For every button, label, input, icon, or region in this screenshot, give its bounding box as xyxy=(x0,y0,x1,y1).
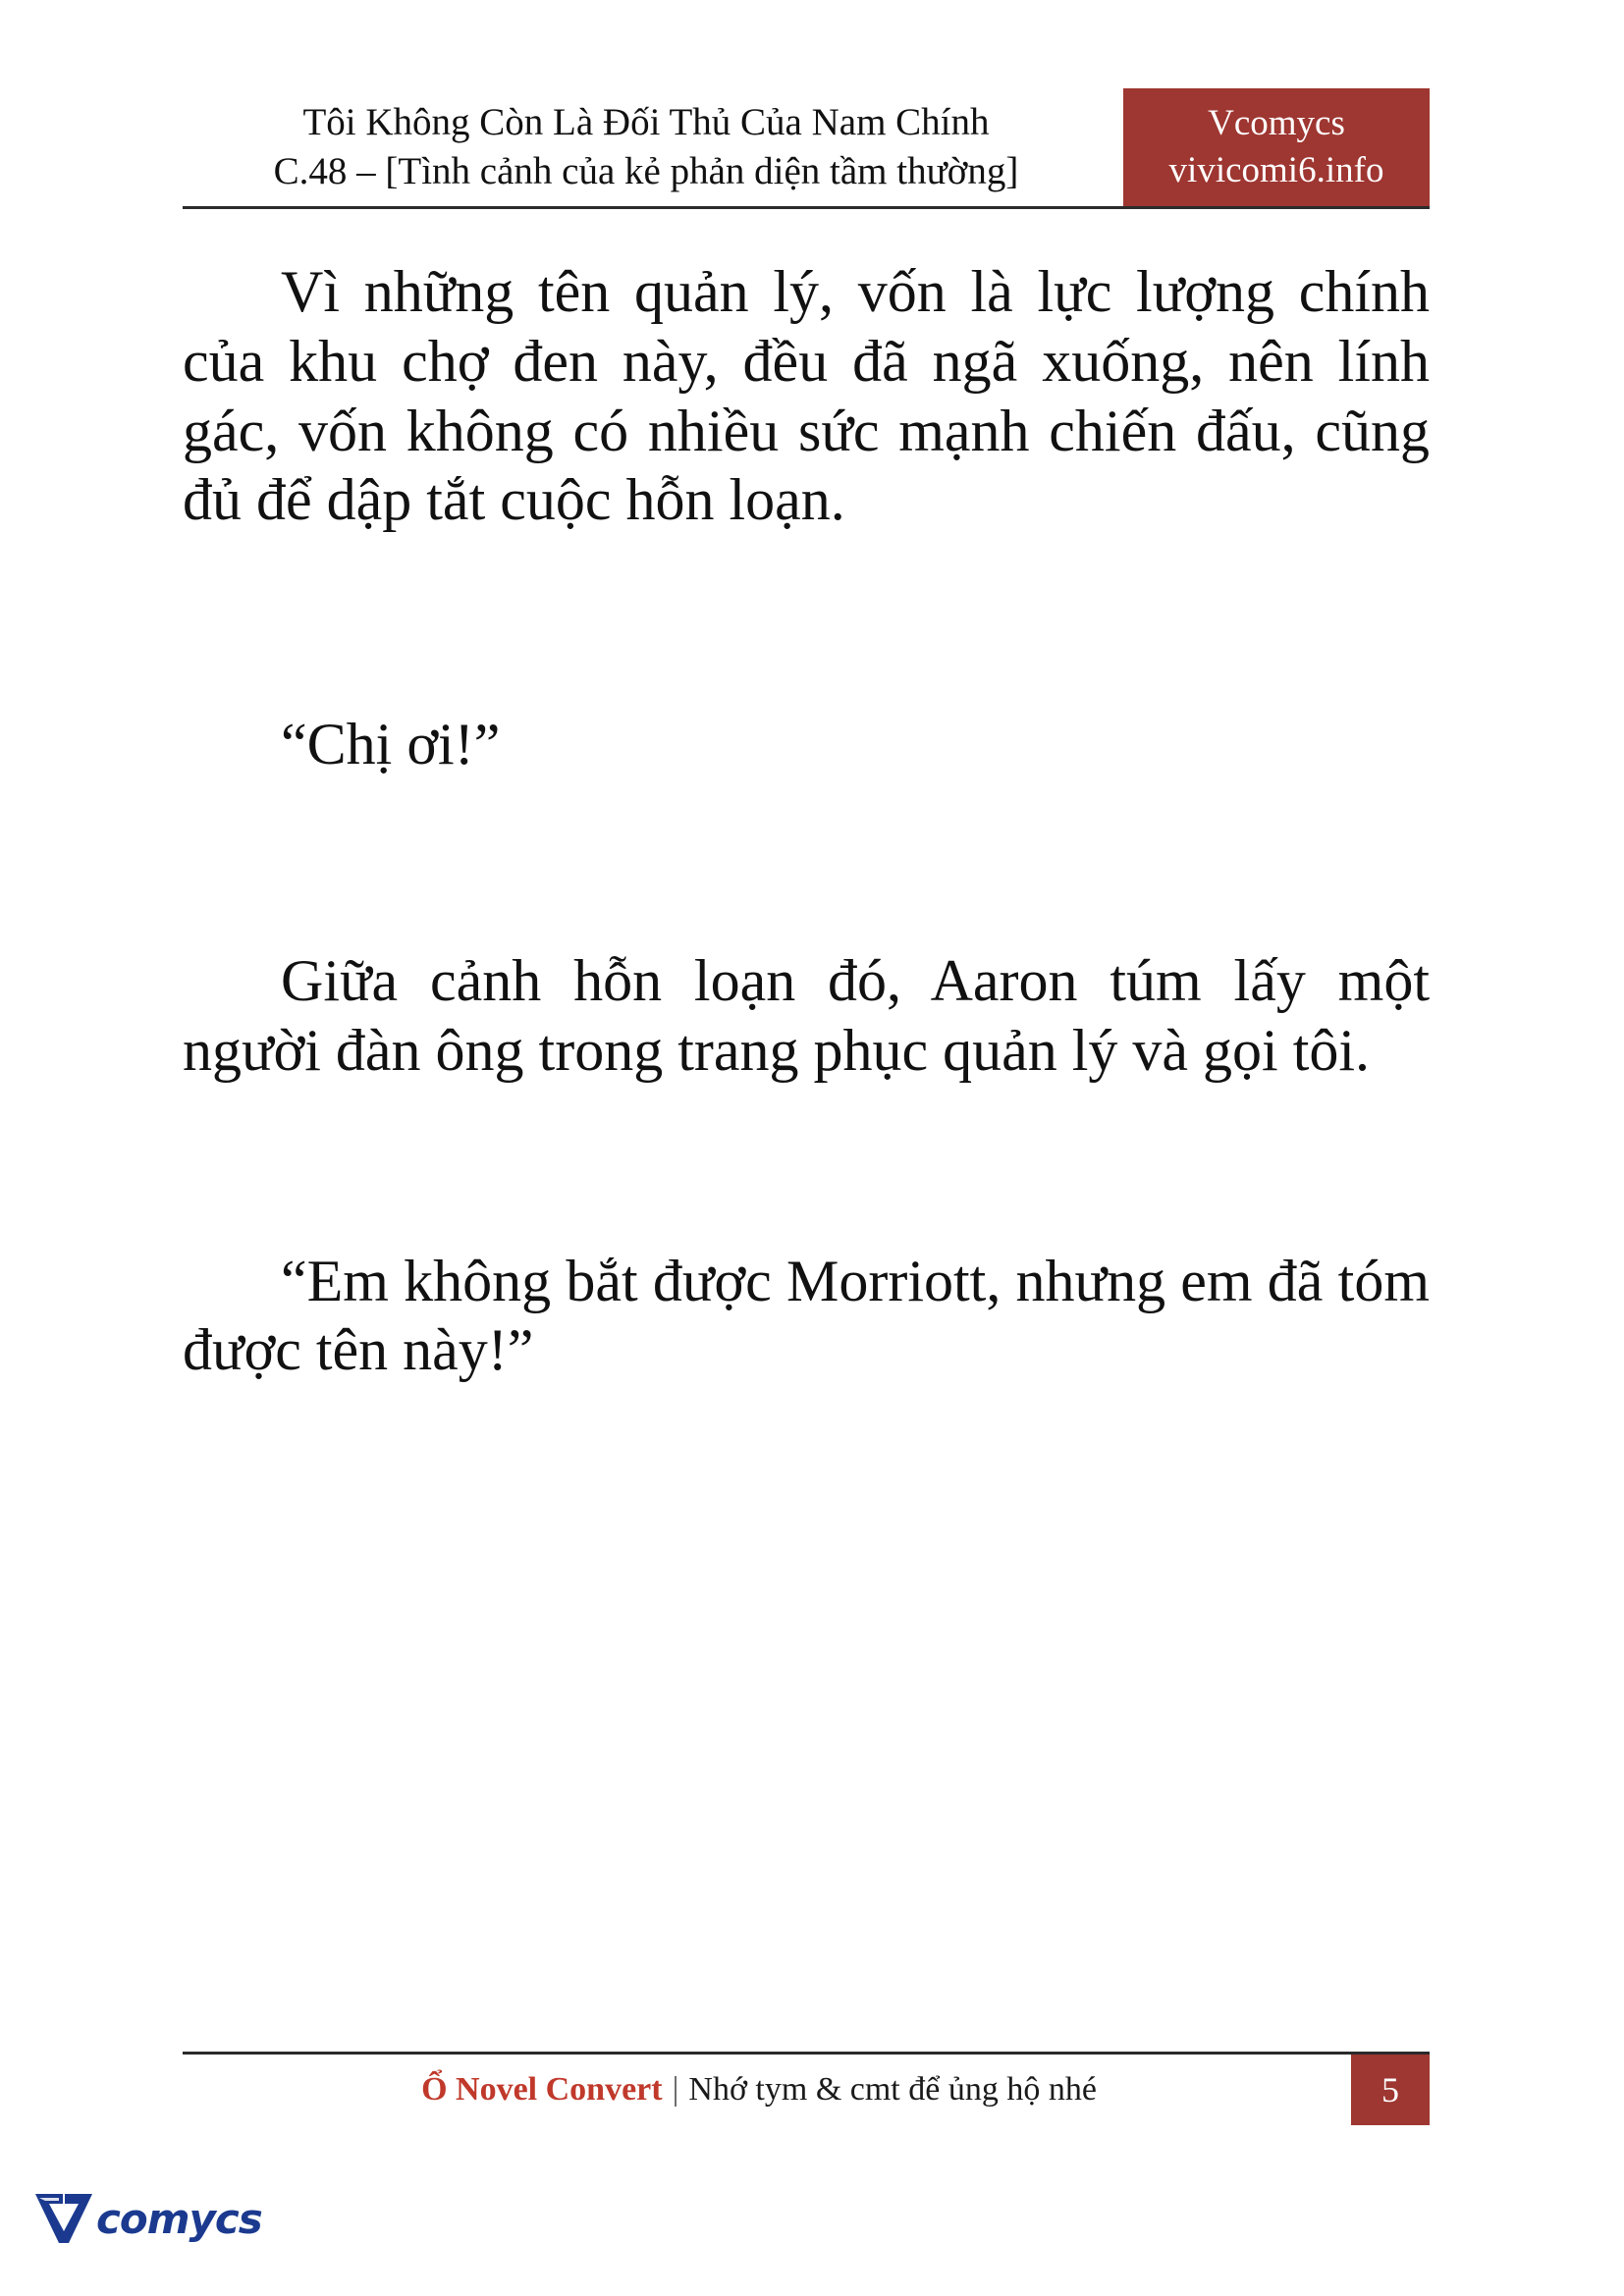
footer-separator: | xyxy=(672,2071,679,2108)
footer-note: Nhớ tym & cmt để ủng hộ nhé xyxy=(688,2071,1097,2108)
page-footer xyxy=(183,2052,1430,2125)
paragraph: “Chị ơi!” xyxy=(281,712,501,777)
vcomycs-watermark xyxy=(33,2177,262,2260)
paragraph-spacer xyxy=(183,779,1430,946)
vcomycs-watermark-text: comycs xyxy=(96,2194,262,2243)
paragraph: Giữa cảnh hỗn loạn đó, Aaron túm lấy một người đàn ông trong trang phục quản lý và gọi tôi. xyxy=(183,947,1430,1083)
footer-credit xyxy=(183,2055,1351,2125)
page-header xyxy=(183,88,1430,226)
novel-title: Tôi Không Còn Là Đối Thủ Của Nam Chính xyxy=(302,101,990,144)
paragraph-spacer xyxy=(183,1086,1430,1247)
paragraph: Vì những tên quản lý, vốn là lực lượng chính của khu chợ đen này, đều đã ngã xuống, nên lính gác, vốn không có nhiều sức mạnh chiến đấu, cũng đủ để dập tắt cuộc hỗn loạn. xyxy=(183,259,1430,533)
header-titles xyxy=(183,88,1123,206)
site-badge-name: Vcomycs xyxy=(1208,102,1345,143)
page-content xyxy=(183,257,1430,1385)
paragraph-spacer xyxy=(183,535,1430,710)
header-divider xyxy=(183,206,1430,209)
paragraph: “Em không bắt được Morriott, nhưng em đã tóm được tên này!” xyxy=(183,1248,1430,1383)
footer-row xyxy=(183,2055,1430,2125)
site-badge xyxy=(1123,88,1430,206)
vcomycs-logo-icon xyxy=(33,2190,94,2247)
header-row xyxy=(183,88,1430,206)
site-badge-url: vivicomi6.info xyxy=(1168,150,1384,190)
footer-brand: Ổ Novel Convert xyxy=(421,2071,663,2108)
chapter-title: C.48 – [Tình cảnh của kẻ phản diện tầm thường] xyxy=(273,150,1019,192)
page-number-badge: 5 xyxy=(1351,2055,1430,2125)
